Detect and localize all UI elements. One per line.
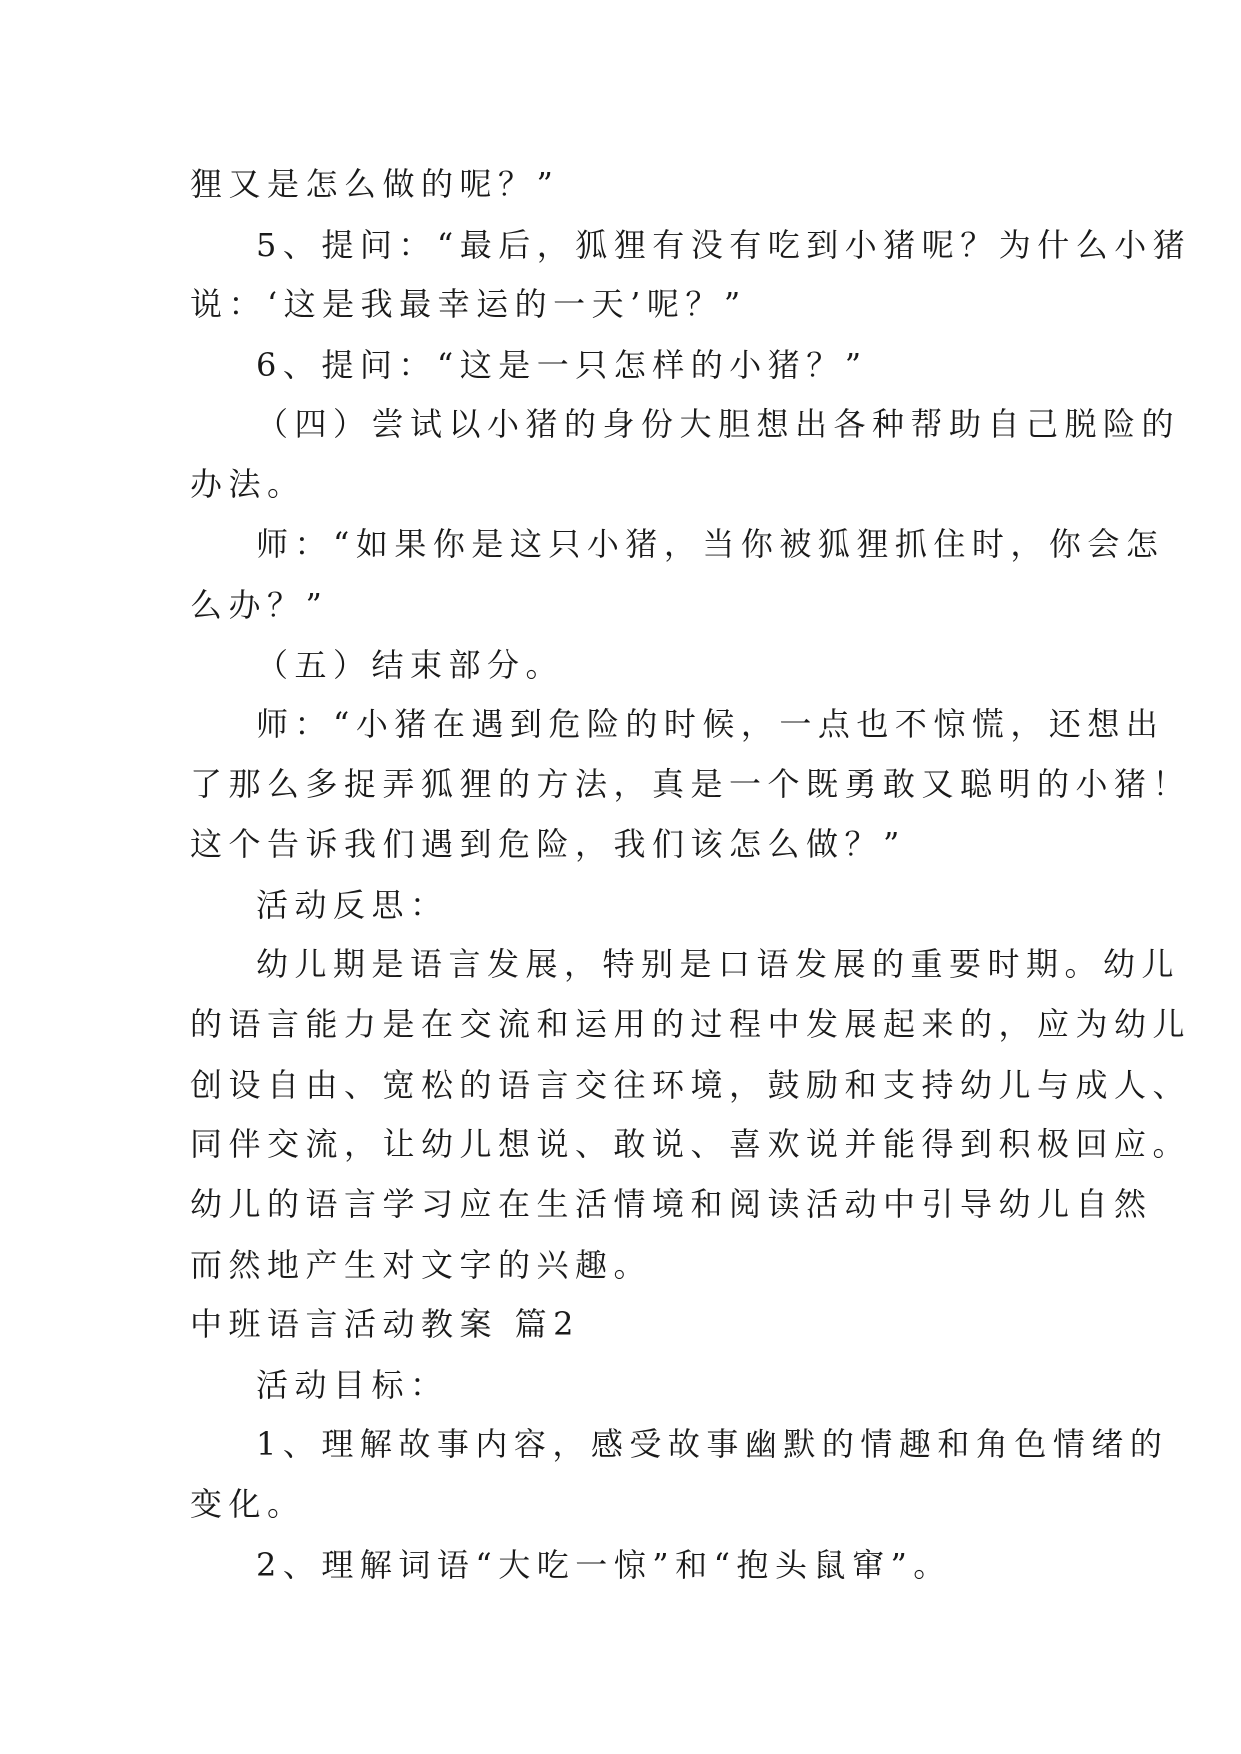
text-line: 变化。 xyxy=(190,1485,306,1523)
text-line: 幼儿期是语言发展，特别是口语发展的重要时期。幼儿 xyxy=(256,945,1181,983)
text-line: 么办？” xyxy=(190,586,329,624)
text-line: 说：‘这是我最幸运的一天’呢？” xyxy=(190,285,747,323)
text-line: 师：“如果你是这只小猪，当你被狐狸抓住时，你会怎 xyxy=(256,525,1165,563)
text-line: 狸又是怎么做的呢？” xyxy=(190,165,560,203)
text-line: 了那么多捉弄狐狸的方法，真是一个既勇敢又聪明的小猪！ xyxy=(190,765,1192,803)
document-title: 中班语言活动教案 篇2 xyxy=(190,1305,581,1343)
section-heading: 活动反思： xyxy=(256,886,449,924)
text-line: 同伴交流，让幼儿想说、敢说、喜欢说并能得到积极回应。 xyxy=(190,1125,1192,1163)
text-line: 办法。 xyxy=(190,465,306,503)
text-line: 1、理解故事内容，感受故事幽默的情趣和角色情绪的 xyxy=(256,1425,1169,1463)
text-line: 这个告诉我们遇到危险，我们该怎么做？” xyxy=(190,825,906,863)
text-line: 6、提问：“这是一只怎样的小猪？” xyxy=(256,346,868,384)
text-line: （五）结束部分。 xyxy=(256,646,565,684)
text-line: （四）尝试以小猪的身份大胆想出各种帮助自己脱险的 xyxy=(256,405,1181,443)
text-line: 5、提问：“最后，狐狸有没有吃到小猪呢？为什么小猪 xyxy=(256,226,1192,264)
text-line: 创设自由、宽松的语言交往环境，鼓励和支持幼儿与成人、 xyxy=(190,1066,1192,1104)
text-line: 幼儿的语言学习应在生活情境和阅读活动中引导幼儿自然 xyxy=(190,1185,1153,1223)
text-line: 师：“小猪在遇到危险的时候，一点也不惊慌，还想出 xyxy=(256,705,1165,743)
section-heading: 活动目标： xyxy=(256,1366,449,1404)
text-line: 的语言能力是在交流和运用的过程中发展起来的，应为幼儿 xyxy=(190,1005,1192,1043)
text-line: 而然地产生对文字的兴趣。 xyxy=(190,1246,653,1284)
text-line: 2、理解词语“大吃一惊”和“抱头鼠窜”。 xyxy=(256,1546,952,1584)
